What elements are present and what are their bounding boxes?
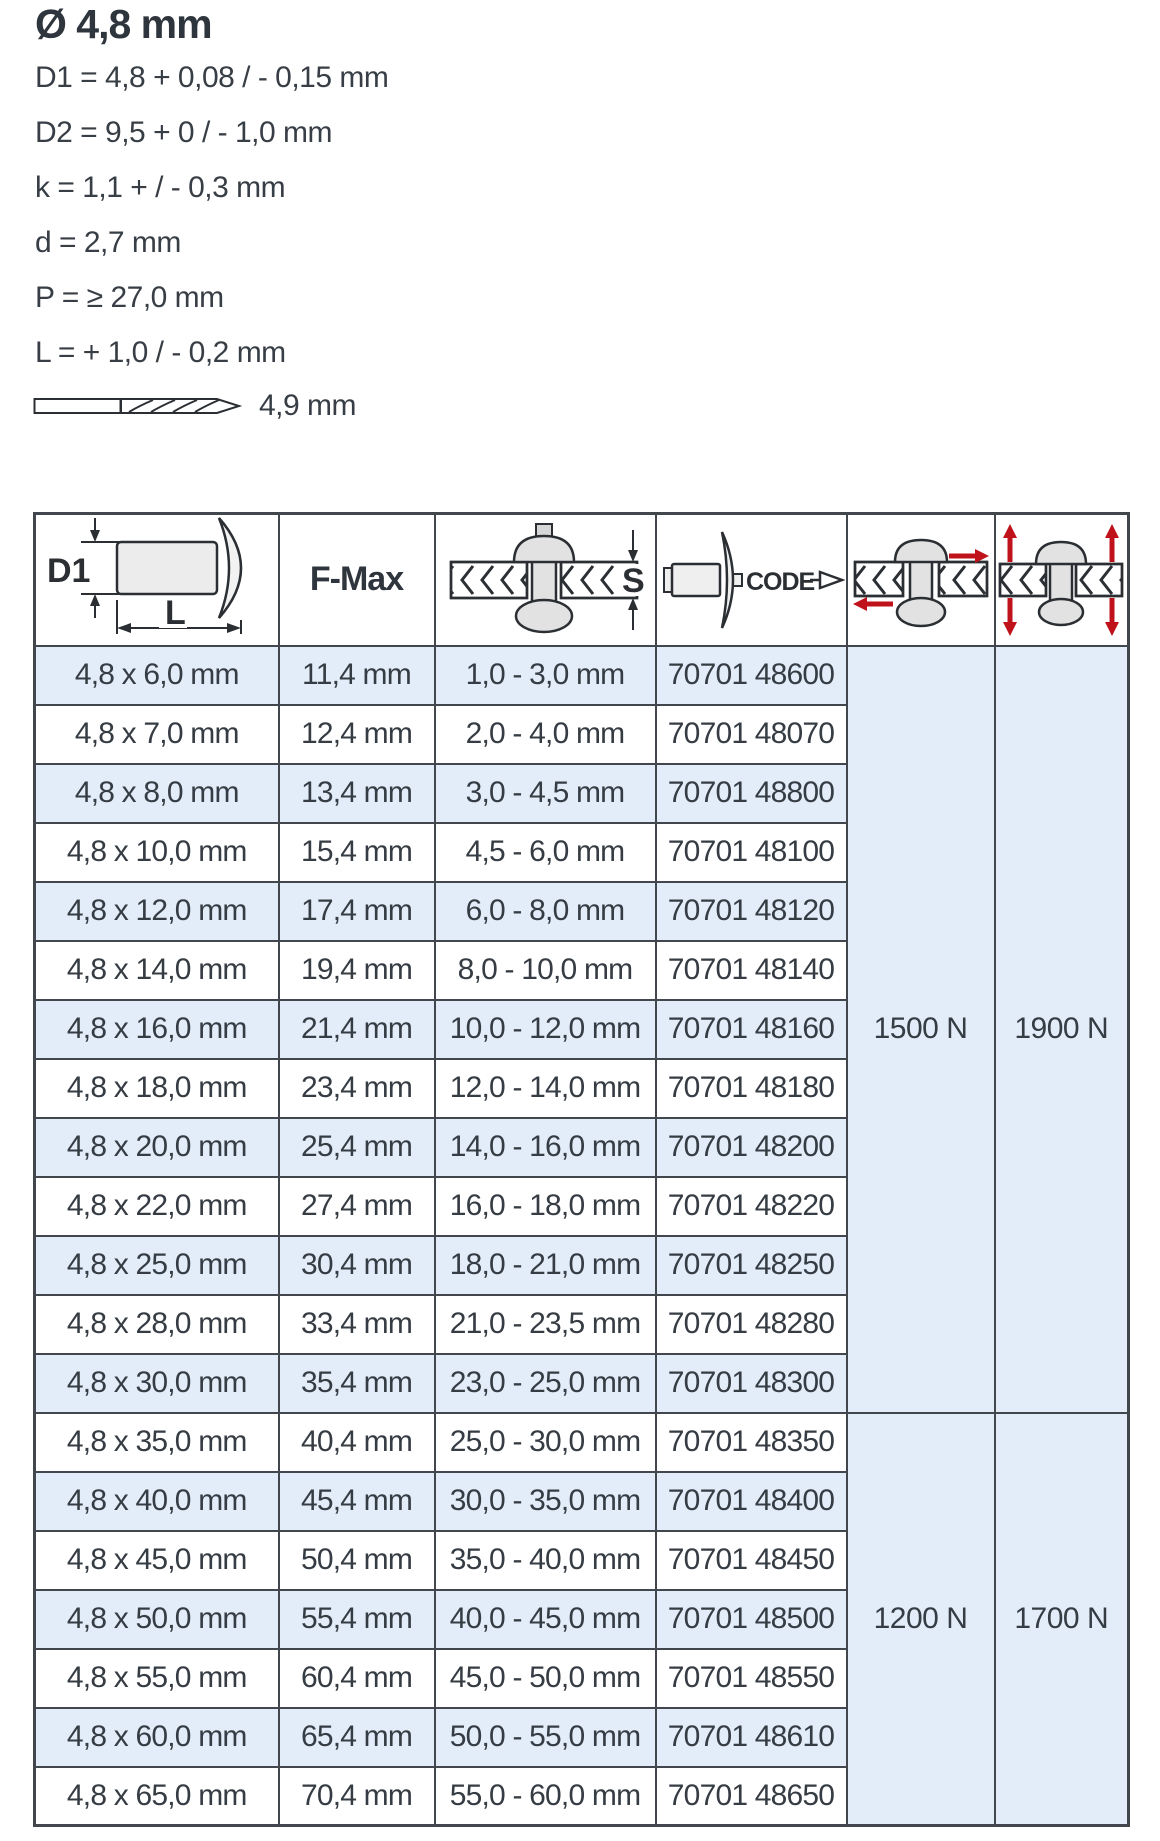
cell-code: 70701 48120 — [656, 882, 847, 941]
cell-grip-range: 4,5 - 6,0 mm — [435, 823, 656, 882]
cell-size: 4,8 x 14,0 mm — [35, 941, 279, 1000]
fmax-label: F-Max — [309, 560, 404, 599]
spec-line-p: P = ≥ 27,0 mm — [35, 281, 224, 314]
cell-size: 4,8 x 18,0 mm — [35, 1059, 279, 1118]
cell-size: 4,8 x 65,0 mm — [35, 1767, 279, 1826]
grip-range-diagram — [437, 516, 654, 644]
cell-grip-range: 23,0 - 25,0 mm — [435, 1354, 656, 1413]
spec-line-d: d = 2,7 mm — [35, 226, 181, 259]
cell-size: 4,8 x 40,0 mm — [35, 1472, 279, 1531]
cell-code: 70701 48500 — [656, 1590, 847, 1649]
cell-code: 70701 48140 — [656, 941, 847, 1000]
cell-grip-range: 25,0 - 30,0 mm — [435, 1413, 656, 1472]
code-label: CODE — [745, 567, 814, 596]
grip-label: S — [621, 561, 645, 600]
cell-code: 70701 48180 — [656, 1059, 847, 1118]
page-title: Ø 4,8 mm — [35, 1, 212, 47]
table-row — [35, 646, 1129, 705]
cell-size: 4,8 x 30,0 mm — [35, 1354, 279, 1413]
cell-code: 70701 48600 — [656, 646, 847, 705]
cell-fmax: 17,4 mm — [279, 882, 435, 941]
rivet-dimension-diagram — [37, 516, 277, 644]
d1-label: D1 — [46, 551, 91, 590]
cell-grip-range: 45,0 - 50,0 mm — [435, 1649, 656, 1708]
cell-grip-range: 35,0 - 40,0 mm — [435, 1531, 656, 1590]
cell-fmax: 13,4 mm — [279, 764, 435, 823]
cell-fmax: 40,4 mm — [279, 1413, 435, 1472]
cell-code: 70701 48610 — [656, 1708, 847, 1767]
cell-size: 4,8 x 35,0 mm — [35, 1413, 279, 1472]
cell-fmax: 27,4 mm — [279, 1177, 435, 1236]
cell-grip-range: 21,0 - 23,5 mm — [435, 1295, 656, 1354]
col-header-tensile — [995, 514, 1129, 646]
cell-grip-range: 8,0 - 10,0 mm — [435, 941, 656, 1000]
cell-fmax: 45,4 mm — [279, 1472, 435, 1531]
cell-size: 4,8 x 16,0 mm — [35, 1000, 279, 1059]
tensile-strength-diagram — [996, 516, 1126, 644]
spec-line-k: k = 1,1 + / - 0,3 mm — [35, 171, 286, 204]
cell-grip-range: 18,0 - 21,0 mm — [435, 1236, 656, 1295]
col-header-grip — [435, 514, 656, 646]
cell-fmax: 23,4 mm — [279, 1059, 435, 1118]
cell-grip-range: 3,0 - 4,5 mm — [435, 764, 656, 823]
cell-size: 4,8 x 8,0 mm — [35, 764, 279, 823]
cell-code: 70701 48100 — [656, 823, 847, 882]
cell-code: 70701 48300 — [656, 1354, 847, 1413]
cell-grip-range: 2,0 - 4,0 mm — [435, 705, 656, 764]
cell-grip-range: 14,0 - 16,0 mm — [435, 1118, 656, 1177]
cell-size: 4,8 x 10,0 mm — [35, 823, 279, 882]
shear-strength-diagram — [849, 516, 993, 644]
cell-grip-range: 16,0 - 18,0 mm — [435, 1177, 656, 1236]
spec-line-d1: D1 = 4,8 + 0,08 / - 0,15 mm — [35, 61, 389, 94]
cell-code: 70701 48280 — [656, 1295, 847, 1354]
cell-size: 4,8 x 28,0 mm — [35, 1295, 279, 1354]
cell-fmax: 21,4 mm — [279, 1000, 435, 1059]
rivet-spec-table — [33, 512, 1130, 1827]
cell-fmax: 15,4 mm — [279, 823, 435, 882]
cell-size: 4,8 x 60,0 mm — [35, 1708, 279, 1767]
cell-shear-force: 1500 N — [847, 646, 995, 1413]
cell-fmax: 50,4 mm — [279, 1531, 435, 1590]
cell-code: 70701 48550 — [656, 1649, 847, 1708]
col-header-shear — [847, 514, 995, 646]
cell-size: 4,8 x 25,0 mm — [35, 1236, 279, 1295]
cell-grip-range: 40,0 - 45,0 mm — [435, 1590, 656, 1649]
cell-fmax: 33,4 mm — [279, 1295, 435, 1354]
cell-fmax: 60,4 mm — [279, 1649, 435, 1708]
cell-tensile-force: 1700 N — [995, 1413, 1129, 1826]
col-header-dimension — [35, 514, 279, 646]
cell-size: 4,8 x 55,0 mm — [35, 1649, 279, 1708]
cell-fmax: 65,4 mm — [279, 1708, 435, 1767]
cell-code: 70701 48800 — [656, 764, 847, 823]
drill-size-label: 4,9 mm — [259, 389, 357, 422]
drill-size-row — [33, 386, 356, 426]
cell-code: 70701 48220 — [656, 1177, 847, 1236]
cell-size: 4,8 x 20,0 mm — [35, 1118, 279, 1177]
spec-line-d2: D2 = 9,5 + 0 / - 1,0 mm — [35, 116, 332, 149]
length-label: L — [164, 593, 186, 632]
cell-size: 4,8 x 50,0 mm — [35, 1590, 279, 1649]
cell-code: 70701 48070 — [656, 705, 847, 764]
cell-fmax: 12,4 mm — [279, 705, 435, 764]
spec-line-l: L = + 1,0 / - 0,2 mm — [35, 336, 286, 369]
cell-shear-force: 1200 N — [847, 1413, 995, 1826]
cell-fmax: 35,4 mm — [279, 1354, 435, 1413]
cell-code: 70701 48160 — [656, 1000, 847, 1059]
cell-size: 4,8 x 6,0 mm — [35, 646, 279, 705]
cell-size: 4,8 x 7,0 mm — [35, 705, 279, 764]
cell-grip-range: 30,0 - 35,0 mm — [435, 1472, 656, 1531]
cell-grip-range: 50,0 - 55,0 mm — [435, 1708, 656, 1767]
table-row — [35, 1413, 1129, 1472]
code-diagram — [658, 516, 845, 644]
cell-fmax: 11,4 mm — [279, 646, 435, 705]
cell-size: 4,8 x 12,0 mm — [35, 882, 279, 941]
cell-code: 70701 48200 — [656, 1118, 847, 1177]
cell-fmax: 55,4 mm — [279, 1590, 435, 1649]
cell-fmax: 25,4 mm — [279, 1118, 435, 1177]
cell-fmax: 30,4 mm — [279, 1236, 435, 1295]
cell-code: 70701 48450 — [656, 1531, 847, 1590]
cell-grip-range: 12,0 - 14,0 mm — [435, 1059, 656, 1118]
cell-fmax: 19,4 mm — [279, 941, 435, 1000]
col-header-fmax — [279, 514, 435, 646]
cell-code: 70701 48400 — [656, 1472, 847, 1531]
drill-bit-icon — [33, 390, 243, 422]
cell-code: 70701 48350 — [656, 1413, 847, 1472]
cell-fmax: 70,4 mm — [279, 1767, 435, 1826]
cell-grip-range: 1,0 - 3,0 mm — [435, 646, 656, 705]
cell-grip-range: 10,0 - 12,0 mm — [435, 1000, 656, 1059]
spec-list — [35, 50, 388, 380]
cell-grip-range: 55,0 - 60,0 mm — [435, 1767, 656, 1826]
col-header-code — [656, 514, 847, 646]
cell-code: 70701 48650 — [656, 1767, 847, 1826]
cell-size: 4,8 x 22,0 mm — [35, 1177, 279, 1236]
table-header-row — [35, 514, 1129, 646]
cell-size: 4,8 x 45,0 mm — [35, 1531, 279, 1590]
cell-tensile-force: 1900 N — [995, 646, 1129, 1413]
cell-grip-range: 6,0 - 8,0 mm — [435, 882, 656, 941]
cell-code: 70701 48250 — [656, 1236, 847, 1295]
